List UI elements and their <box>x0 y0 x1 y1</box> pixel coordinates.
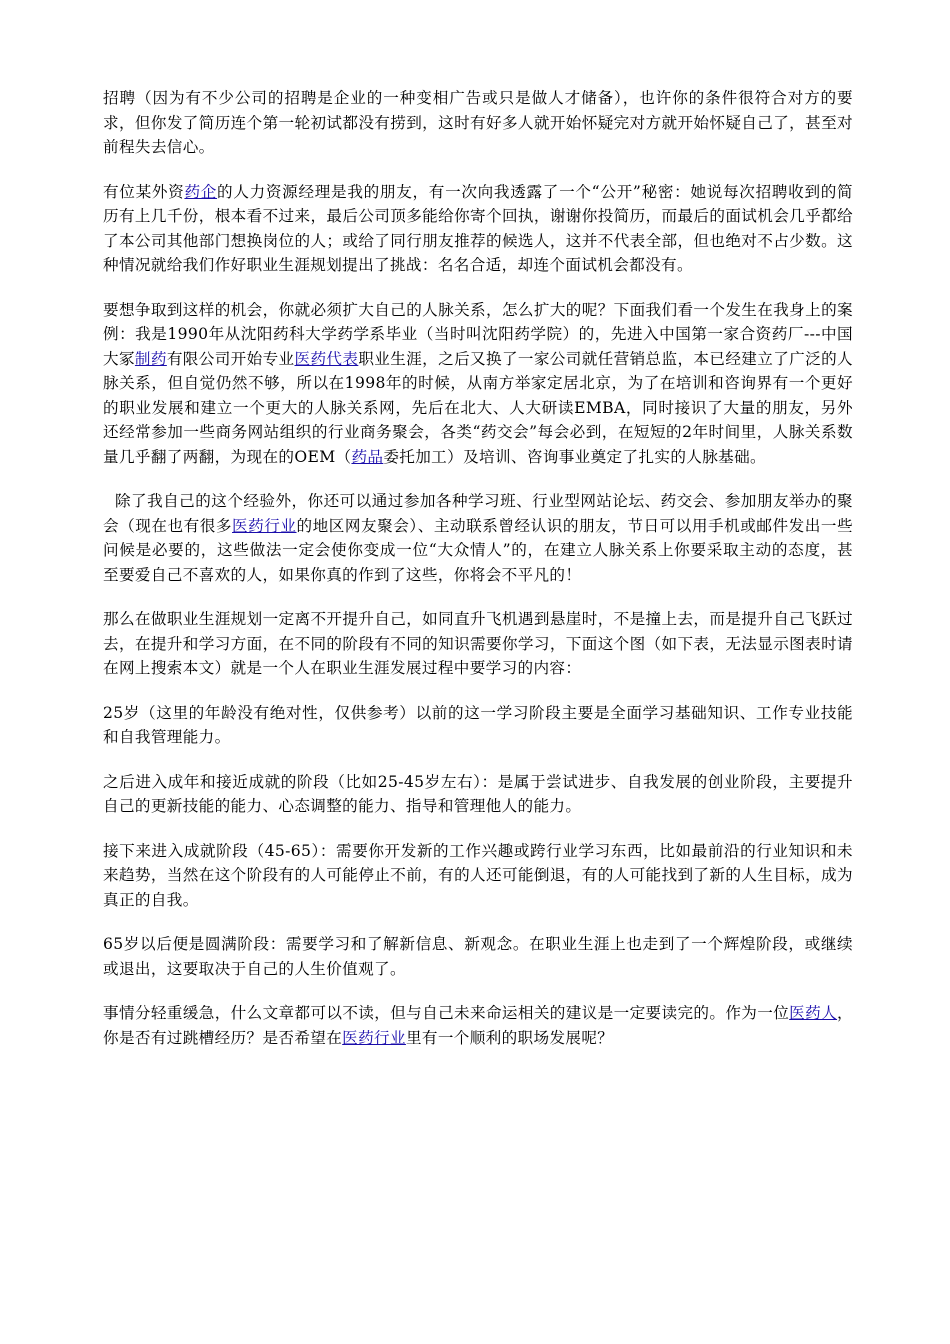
paragraph-10 <box>103 1001 853 1050</box>
paragraph-1-text: 招聘（因为有不少公司的招聘是企业的一种变相广告或只是做人才储备），也许你的条件很符合对方的要求，但你发了简历连个第一轮初试都没有捞到，这时有好多人就开始怀疑完对方就开始怀疑自己了，甚至对前程失去信心。 <box>103 89 853 156</box>
paragraph-3-text-a: 要想争取到这样的机会，你就必须扩大自己的人脉关系，怎么扩大的呢？下面我们看一个发生在我身上的案例：我是1990年从沈阳药科大学药学系毕业（当时叫沈阳药学院）的，先进入中国第一家合资药厂---中国大冢 <box>103 300 853 368</box>
paragraph-10-text-b: ，你是否有过跳槽经历？是否希望在 <box>103 1004 853 1047</box>
link-yaoqi[interactable]: 药企 <box>184 182 218 201</box>
document-page <box>103 86 853 1070</box>
paragraph-4 <box>103 489 853 587</box>
paragraph-8-text: 接下来进入成就阶段（45-65）：需要你开发新的工作兴趣或跨行业学习东西，比如最前沿的行业知识和未来趋势，当然在这个阶段有的人可能停止不前，有的人还可能倒退，有的人可能找到了新的人生目标，成为真正的自我。 <box>103 841 853 909</box>
paragraph-3-text-b: 有限公司开始专业 <box>166 349 295 368</box>
paragraph-2 <box>103 180 853 278</box>
paragraph-2-text-b: 的人力资源经理是我的朋友，有一次向我透露了一个“公开”秘密：她说每次招聘收到的简历有上几千份，根本看不过来，最后公司顶多能给你寄个回执，谢谢你投简历，而最后的面试机会几乎都给了本公司其他部门想换岗位的人；或给了同行朋友推荐的候选人，这并不代表全部，但也绝对不占少数。这种情况就给我们作好职业生涯规划提出了挑战：名名合适，却连个面试机会都没有。 <box>103 182 853 274</box>
paragraph-9 <box>103 932 853 981</box>
link-yaopin[interactable]: 药品 <box>351 447 384 466</box>
paragraph-6 <box>103 701 853 750</box>
paragraph-7-text: 之后进入成年和接近成就的阶段（比如25-45岁左右）：是属于尝试进步、自我发展的创业阶段，主要提升自己的更新技能的能力、心态调整的能力、指导和管理他人的能力。 <box>103 772 853 815</box>
paragraph-9-text: 65岁以后便是圆满阶段：需要学习和了解新信息、新观念。在职业生涯上也走到了一个辉煌阶段，或继续或退出，这要取决于自己的人生价值观了。 <box>103 935 853 978</box>
paragraph-3-text-d: 委托加工）及培训、咨询事业奠定了扎实的人脉基础。 <box>383 447 766 466</box>
link-yiyao-hangye[interactable]: 医药行业 <box>232 516 297 535</box>
paragraph-10-text-a: 事情分轻重缓急，什么文章都可以不读，但与自己未来命运相关的建议是一定要读完的。作为一位 <box>103 1004 790 1022</box>
paragraph-5 <box>103 607 853 681</box>
paragraph-3-text-c: 职业生涯，之后又换了一家公司就任营销总监，本已经建立了广泛的人脉关系，但自觉仍然不够，所以在1998年的时候，从南方举家定居北京，为了在培训和咨询界有一个更好的职业发展和建立一个更大的人脉关系网，先后在北大、人大研读EMBA，同时接识了大量的朋友，另外还经常参加一些商务网站组织的行业商务聚会，各类“药交会”每会必到，在短短的2年时间里，人脉关系数量几乎翻了两翻，为现在的OEM（ <box>103 349 853 466</box>
paragraph-4-text-a: 除了我自己的这个经验外，你还可以通过参加各种学习班、行业型网站论坛、药交会、参加朋友举办的聚会（现在也有很多 <box>103 492 853 535</box>
paragraph-10-text-c: 里有一个顺利的职场发展呢？ <box>405 1028 614 1047</box>
paragraph-5-text: 那么在做职业生涯规划一定离不开提升自己，如同直升飞机遇到悬崖时，不是撞上去，而是提升自己飞跃过去，在提升和学习方面，在不同的阶段有不同的知识需要你学习，下面这个图（如下表，无法显示图表时请在网上搜索本文）就是一个人在职业生涯发展过程中要学习的内容： <box>103 610 853 677</box>
paragraph-7 <box>103 770 853 819</box>
paragraph-2-text-a: 有位某外资 <box>103 182 185 201</box>
link-zhiyao[interactable]: 制药 <box>134 349 167 368</box>
link-yiyao-ren[interactable]: 医药人 <box>789 1004 838 1022</box>
paragraph-1 <box>103 86 853 160</box>
link-yiyao-daibiao[interactable]: 医药代表 <box>294 349 359 368</box>
paragraph-3 <box>103 298 853 470</box>
paragraph-6-text: 25岁（这里的年龄没有绝对性，仅供参考）以前的这一学习阶段主要是全面学习基础知识、工作专业技能和自我管理能力。 <box>103 703 853 746</box>
paragraph-4-text-b: 的地区网友聚会）、主动联系曾经认识的朋友，节日可以用手机或邮件发出一些问候是必要的，这些做法一定会使你变成一位“大众情人”的，在建立人脉关系上你要采取主动的态度，甚至要爱自己不喜欢的人，如果你真的作到了这些，你将会不平凡的！ <box>103 516 853 584</box>
paragraph-8 <box>103 839 853 913</box>
link-yiyao-hangye-2[interactable]: 医药行业 <box>342 1028 406 1047</box>
